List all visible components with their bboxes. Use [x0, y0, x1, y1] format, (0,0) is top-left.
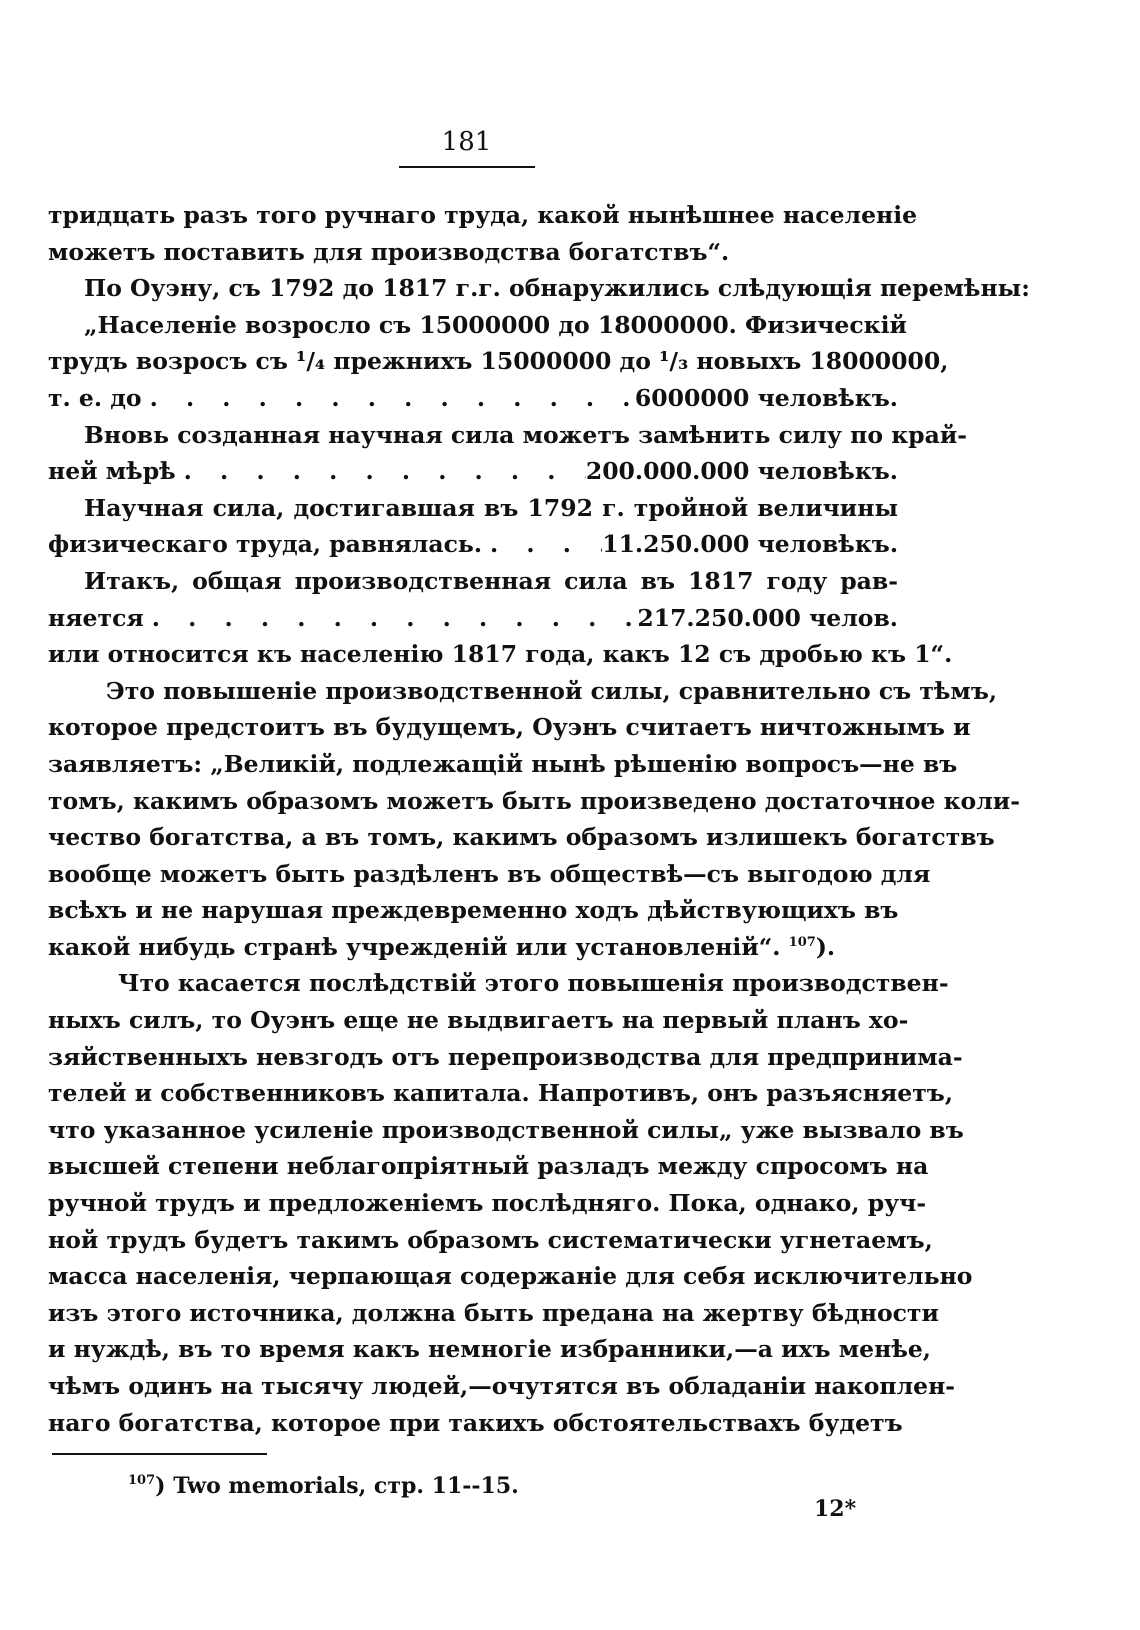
text-line: ныхъ силъ, то Оуэнъ еще не выдвигаетъ на первый планъ хо-	[48, 1006, 909, 1035]
text-line: масса населенія, черпающая содержаніе для себя исключительно	[48, 1262, 973, 1291]
leader-label: физическаго труда, равнялась.	[48, 530, 483, 559]
text-line: высшей степени неблагопріятный разладъ между спросомъ на	[48, 1152, 929, 1181]
leader-dots	[142, 380, 635, 417]
text-line: томъ, какимъ образомъ можетъ быть произведено достаточное коли-	[48, 786, 1020, 815]
leader-line	[48, 526, 898, 563]
text-line: ручной трудъ и предложеніемъ послѣдняго. Пока, однако, руч-	[48, 1189, 927, 1218]
page-number-rule	[399, 166, 535, 168]
leader-dots	[144, 600, 638, 637]
text-line: или относится къ населенію 1817 года, какъ 12 съ дробью къ 1“.	[48, 640, 953, 669]
leader-dots	[176, 453, 586, 490]
text-line: зяйственныхъ невзгодъ отъ перепроизводства для предпринима-	[48, 1042, 963, 1071]
text-line: изъ этого источника, должна быть предана на жертву бѣдности	[48, 1298, 939, 1327]
footnote-text: ) Two memorials, стр. 11--15.	[155, 1473, 519, 1499]
text-line: наго богатства, которое при такихъ обстоятельствахъ будетъ	[48, 1408, 903, 1437]
leader-value: 217.250.000 челов.	[637, 603, 898, 632]
text-line: тридцать разъ того ручнаго труда, какой нынѣшнее населеніе	[48, 201, 918, 229]
text-line: что указанное усиленіе производственной силы„ уже вызвало въ	[48, 1115, 964, 1144]
leader-dots	[482, 526, 602, 563]
text-line	[48, 929, 898, 966]
text-line: вообще можетъ быть раздѣленъ въ обществѣ—съ выгодою для	[48, 859, 931, 888]
leader-line	[48, 453, 898, 490]
text-line: можетъ поставить для производства богатствъ“.	[48, 237, 730, 266]
leader-value: 200.000.000 человѣкъ.	[585, 457, 898, 486]
leader-line	[48, 380, 898, 417]
footnote-marker: 107	[128, 1473, 156, 1488]
text-line: Вновь созданная научная сила можетъ замѣнить силу по край-	[84, 420, 968, 449]
leader-value: 6000000 человѣкъ.	[634, 383, 898, 412]
page-number: 181	[441, 127, 492, 157]
text-line: чѣмъ одинъ на тысячу людей,—очутятся въ обладаніи накоплен-	[48, 1372, 956, 1400]
text-line: чество богатства, а въ томъ, какимъ образомъ излишекъ богатствъ	[48, 823, 995, 852]
text-line: Итакъ, общая производственная сила въ 1817 году рав-	[84, 566, 898, 595]
leader-label: няется	[48, 603, 144, 632]
leader-label: т. е. до	[48, 383, 142, 412]
text-line: всѣхъ и не нарушая преждевременно ходъ дѣйствующихъ въ	[48, 896, 899, 925]
footnote	[128, 1473, 519, 1499]
text-line: ной трудъ будетъ такимъ образомъ систематически угнетаемъ,	[48, 1225, 933, 1254]
leader-line	[48, 600, 898, 637]
footnote-rule	[52, 1453, 267, 1455]
leader-value: 11.250.000 человѣкъ.	[602, 530, 898, 559]
text-line: Что касается послѣдствій этого повышенія производствен-	[118, 969, 949, 998]
text-line: которое предстоитъ въ будущемъ, Оуэнъ считаетъ ничтожнымъ и	[48, 713, 971, 742]
text-line: телей и собственниковъ капитала. Напротивъ, онъ разъясняетъ,	[48, 1079, 954, 1108]
leader-label: ней мѣрѣ	[48, 457, 176, 486]
text-line-tail: ).	[815, 932, 836, 961]
text-line: трудъ возросъ съ ¹/₄ прежнихъ 15000000 до ¹/₃ новыхъ 18000000,	[48, 347, 949, 376]
text-line: „Населеніе возросло съ 15000000 до 18000000. Физическій	[84, 310, 907, 339]
text-line: Это повышеніе производственной силы, сравнительно съ тѣмъ,	[106, 676, 998, 705]
text-line: Научная сила, достигавшая въ 1792 г. тройной величины	[84, 493, 898, 522]
text-line: и нуждѣ, въ то время какъ немногіе избранники,—а ихъ менѣе,	[48, 1335, 931, 1364]
text-line-body: какой нибудь странѣ учрежденій или установленій“.	[48, 932, 781, 961]
footnote-reference: 107	[788, 934, 816, 950]
body-text	[48, 197, 1030, 1441]
signature-mark: 12*	[814, 1496, 857, 1522]
text-line: заявляетъ: „Великій, подлежащій нынѣ рѣшенію вопросъ—не въ	[48, 749, 958, 778]
text-line: По Оуэну, съ 1792 до 1817 г.г. обнаружились слѣдующія перемѣны:	[84, 274, 1030, 303]
